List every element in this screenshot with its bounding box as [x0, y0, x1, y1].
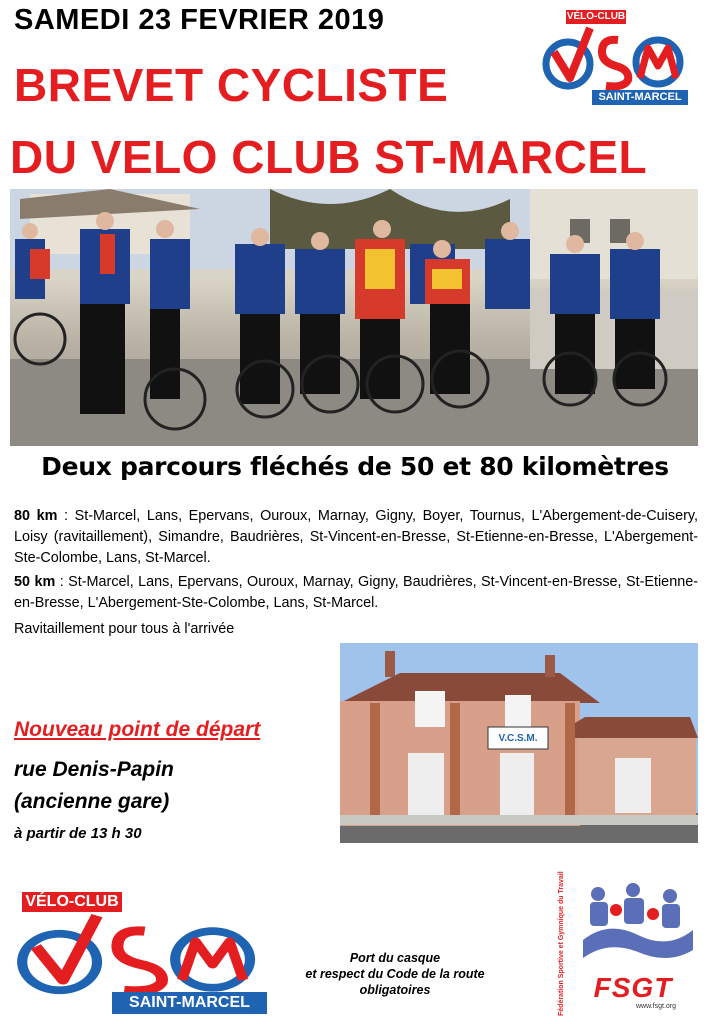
routes-subtitle: Deux parcours fléchés de 50 et 80 kilomètres: [41, 452, 669, 481]
vcsm-monogram-icon: [540, 22, 690, 92]
vcsm-logo-bottom: [12, 888, 267, 1016]
vcsm-logo-top: [540, 10, 690, 108]
logo-top-banner: VÉLO-CLUB: [566, 11, 626, 22]
start-street: rue Denis-Papin: [14, 758, 174, 781]
safety-line-1: Port du casque: [349, 951, 441, 965]
new-start-heading: Nouveau point de départ: [14, 718, 261, 741]
station-sign: V.C.S.M.: [498, 733, 538, 744]
route-80km: [14, 506, 698, 569]
vcsm-monogram-icon-bottom: [12, 908, 267, 998]
logo-bottom-banner-bottom: SAINT-MARCEL: [112, 992, 267, 1014]
ravitaillement-note: Ravitaillement pour tous à l'arrivée: [14, 621, 235, 637]
route-50km: [14, 572, 698, 614]
safety-note: [300, 950, 490, 998]
route-50km-description: : St-Marcel, Lans, Epervans, Ouroux, Marnay, Gigny, Baudrières, St-Vincent-en-Bresse, St-Etienne-en-Bresse, L'Abergement-Ste-Colombe, Lans, St-Marcel.: [14, 574, 698, 611]
route-80km-label: 80 km: [14, 508, 58, 524]
logo-top-banner-bottom: VÉLO-CLUB: [22, 892, 122, 912]
safety-line-3: obligatoires: [359, 983, 431, 997]
title-line-2: DU VELO CLUB ST-MARCEL: [10, 131, 648, 183]
start-location: (ancienne gare): [14, 790, 170, 813]
fsgt-acronym: FSGT: [593, 972, 673, 1003]
cyclists-group-photo: [10, 189, 698, 446]
fsgt-website: www.fsgt.org: [635, 1003, 677, 1010]
safety-line-2: et respect du Code de la route: [305, 967, 485, 981]
fsgt-figures-icon: [578, 880, 696, 970]
fsgt-logo: [558, 871, 698, 1018]
station-illustration: [340, 643, 698, 843]
cyclists-photo-illustration: [10, 189, 698, 446]
logo-bottom-banner: SAINT-MARCEL: [592, 90, 688, 105]
fsgt-vertical-text: Fédération Sportive et Gymnique du Travail: [558, 871, 565, 1016]
route-80km-description: : St-Marcel, Lans, Epervans, Ouroux, Marnay, Gigny, Boyer, Tournus, L'Abergement-de-Cuisery, Loisy (ravitaillement), Simandre, Baudrières, St-Vincent-en-Bresse, St-Etienne-en-Bresse, L'Abergement-Ste-Colombe, Lans, St-Marcel.: [14, 508, 698, 566]
old-station-photo: [340, 643, 698, 843]
title-line-1: BREVET CYCLISTE: [14, 59, 449, 111]
route-50km-label: 50 km: [14, 574, 56, 590]
start-time: à partir de 13 h 30: [14, 825, 142, 842]
event-date: SAMEDI 23 FEVRIER 2019: [14, 4, 385, 36]
